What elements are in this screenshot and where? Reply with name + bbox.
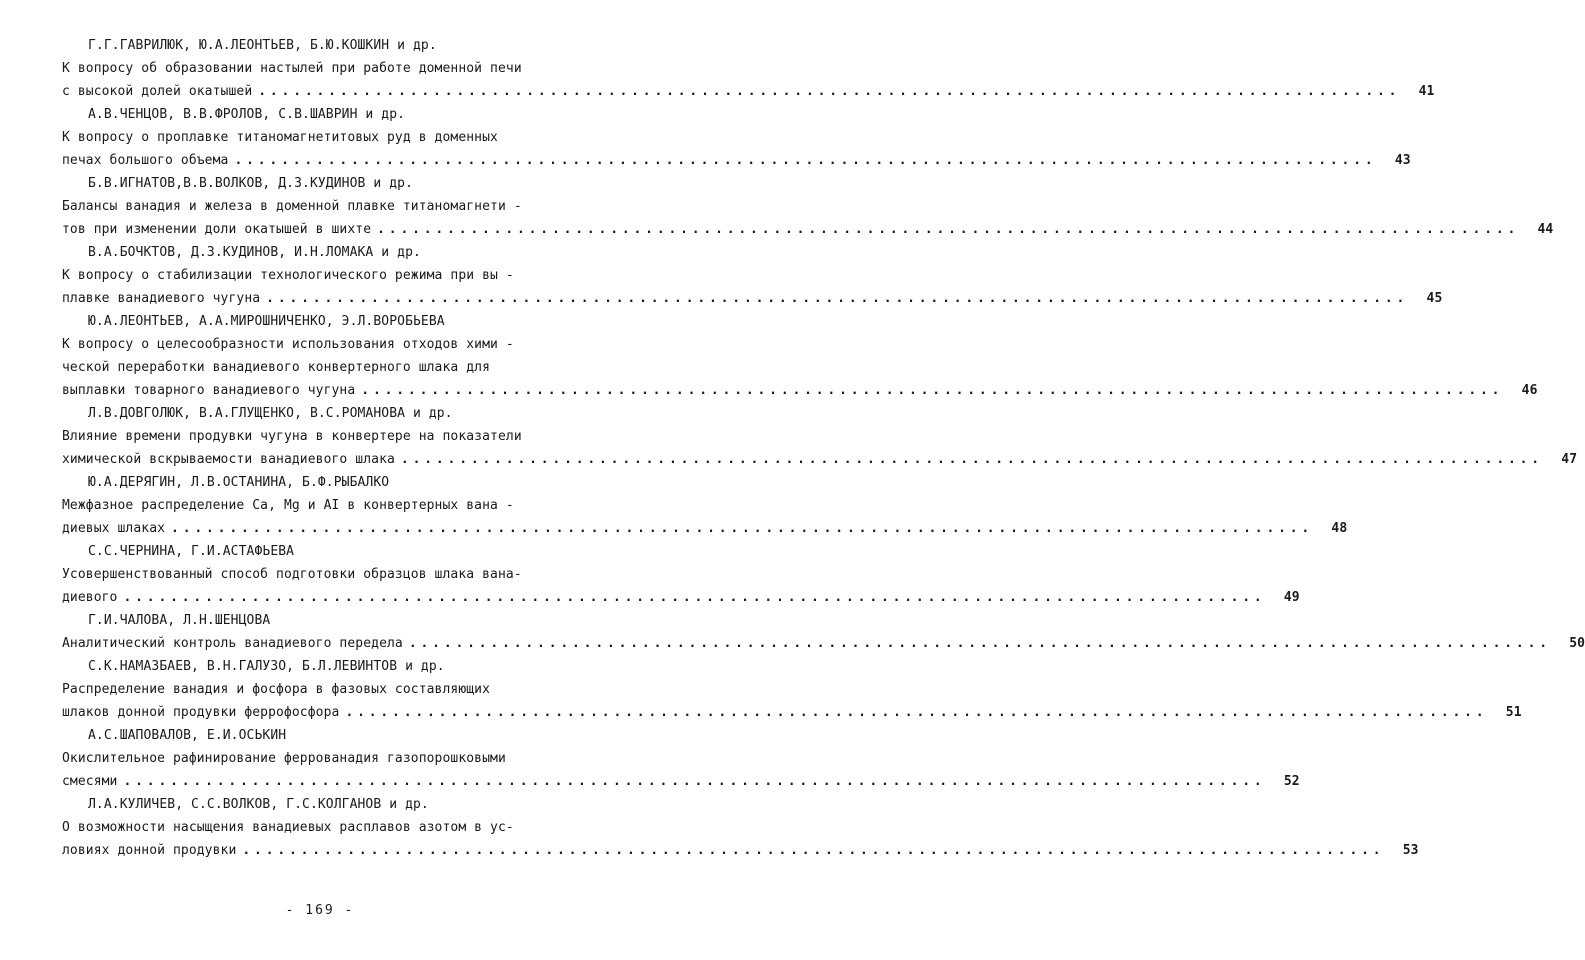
entry-authors: Л.А.КУЛИЧЕВ, С.С.ВОЛКОВ, Г.С.КОЛГАНОВ и др. <box>88 797 429 812</box>
toc-entry <box>62 241 1443 310</box>
dot-leader <box>377 218 1513 241</box>
toc-entry <box>62 402 1578 471</box>
entry-title-last-line <box>62 517 1348 540</box>
entry-title-line: диевых шлаках <box>62 521 166 536</box>
entry-title-last-line <box>62 701 1522 724</box>
entry-title-last-line <box>62 218 1554 241</box>
entry-title-line: Балансы ванадия и железа в доменной плавке титаномагнети - <box>62 199 522 214</box>
entry-page-number: 48 <box>1331 521 1348 536</box>
entry-title-line: К вопросу о стабилизации технологического режима при вы - <box>62 268 514 283</box>
entry-title-line: К вопросу об образовании настылей при работе доменной печи <box>62 61 522 76</box>
entry-page-number: 47 <box>1561 452 1578 467</box>
page-number: - 169 - <box>285 903 355 918</box>
entry-page-number: 46 <box>1521 383 1538 398</box>
toc-entry <box>62 103 1411 172</box>
entry-title-last-line <box>62 149 1411 172</box>
entry-authors: Б.В.ИГНАТОВ,В.В.ВОЛКОВ, Д.З.КУДИНОВ и др. <box>88 176 413 191</box>
dot-leader <box>409 632 1545 655</box>
dot-leader <box>258 80 1394 103</box>
toc-entry <box>62 172 1554 241</box>
toc-entry <box>62 609 1585 655</box>
dot-leader <box>171 517 1307 540</box>
entry-title-line: тов при изменении доли окатышей в шихте <box>62 222 372 237</box>
entry-title-last-line <box>62 448 1578 471</box>
toc-entry <box>62 724 1300 793</box>
entry-page-number: 52 <box>1283 774 1300 789</box>
entry-page-number: 43 <box>1394 153 1411 168</box>
dot-leader <box>234 149 1370 172</box>
entry-authors: А.С.ШАПОВАЛОВ, Е.И.ОСЬКИН <box>88 728 287 743</box>
entry-title-line: выплавки товарного ванадиевого чугуна <box>62 383 356 398</box>
entry-authors: С.С.ЧЕРНИНА, Г.И.АСТАФЬЕВА <box>88 544 295 559</box>
entry-authors: Г.И.ЧАЛОВА, Л.Н.ШЕНЦОВА <box>88 613 271 628</box>
entry-title-line: О возможности насыщения ванадиевых расплавов азотом в ус- <box>62 820 514 835</box>
entry-page-number: 49 <box>1283 590 1300 605</box>
entry-title-line: смесями <box>62 774 118 789</box>
dot-leader <box>345 701 1481 724</box>
entry-title-line: Межфазное распределение Са, Mg и AI в конвертерных вана - <box>62 498 514 513</box>
entry-title-line: ческой переработки ванадиевого конвертерного шлака для <box>62 360 491 375</box>
entry-authors: Г.Г.ГАВРИЛЮК, Ю.А.ЛЕОНТЬЕВ, Б.Ю.КОШКИН и др. <box>88 38 437 53</box>
entry-title-last-line <box>62 379 1538 402</box>
entry-authors: В.А.БОЧКТОВ, Д.З.КУДИНОВ, И.Н.ЛОМАКА и др. <box>88 245 421 260</box>
entry-page-number: 41 <box>1418 84 1435 99</box>
entry-title-line: шлаков донной продувки феррофосфора <box>62 705 340 720</box>
entry-authors: Л.В.ДОВГОЛЮК, В.А.ГЛУЩЕНКО, В.С.РОМАНОВА и др. <box>88 406 453 421</box>
entry-title-line: Влияние времени продувки чугуна в конвертере на показатели <box>62 429 522 444</box>
entry-title-line: Окислительное рафинирование феррованадия газопорошковыми <box>62 751 506 766</box>
dot-leader <box>361 379 1497 402</box>
entry-title-line: химической вскрываемости ванадиевого шлака <box>62 452 395 467</box>
entry-title-last-line <box>62 586 1300 609</box>
table-of-contents <box>62 34 1585 862</box>
dot-leader <box>266 287 1402 310</box>
entry-title-line: ловиях донной продувки <box>62 843 237 858</box>
entry-title-line: К вопросу о целесообразности использования отходов хими - <box>62 337 514 352</box>
dot-leader <box>124 770 1260 793</box>
entry-title-line: Аналитический контроль ванадиевого передела <box>62 636 403 651</box>
entry-page-number: 51 <box>1505 705 1522 720</box>
dot-leader <box>124 586 1260 609</box>
toc-entry <box>62 540 1300 609</box>
entry-title-last-line <box>62 770 1300 793</box>
dot-leader <box>242 839 1378 862</box>
toc-entry <box>62 471 1348 540</box>
entry-page-number: 45 <box>1426 291 1443 306</box>
entry-title-last-line <box>62 287 1443 310</box>
toc-entry <box>62 793 1419 862</box>
toc-entry <box>62 655 1522 724</box>
entry-title-line: плавке ванадиевого чугуна <box>62 291 261 306</box>
entry-page-number: 53 <box>1402 843 1419 858</box>
entry-title-line: печах большого объема <box>62 153 229 168</box>
toc-entry <box>62 34 1435 103</box>
entry-title-line: с высокой долей окатышей <box>62 84 253 99</box>
entry-authors: А.В.ЧЕНЦОВ, В.В.ФРОЛОВ, С.В.ШАВРИН и др. <box>88 107 406 122</box>
entry-page-number: 50 <box>1569 636 1585 651</box>
entry-title-line: Усовершенствованный способ подготовки образцов шлака вана- <box>62 567 522 582</box>
entry-title-last-line <box>62 632 1585 655</box>
toc-entry <box>62 310 1538 402</box>
entry-title-line: К вопросу о проплавке титаномагнетитовых руд в доменных <box>62 130 498 145</box>
entry-authors: С.К.НАМАЗБАЕВ, В.Н.ГАЛУЗО, Б.Л.ЛЕВИНТОВ и др. <box>88 659 445 674</box>
entry-page-number: 44 <box>1537 222 1554 237</box>
entry-title-last-line <box>62 839 1419 862</box>
entry-title-line: Распределение ванадия и фосфора в фазовых составляющих <box>62 682 491 697</box>
dot-leader <box>401 448 1537 471</box>
entry-authors: Ю.А.ЛЕОНТЬЕВ, А.А.МИРОШНИЧЕНКО, Э.Л.ВОРОБЬЕВА <box>88 314 445 329</box>
entry-title-last-line <box>62 80 1435 103</box>
entry-title-line: диевого <box>62 590 118 605</box>
entry-authors: Ю.А.ДЕРЯГИН, Л.В.ОСТАНИНА, Б.Ф.РЫБАЛКО <box>88 475 390 490</box>
